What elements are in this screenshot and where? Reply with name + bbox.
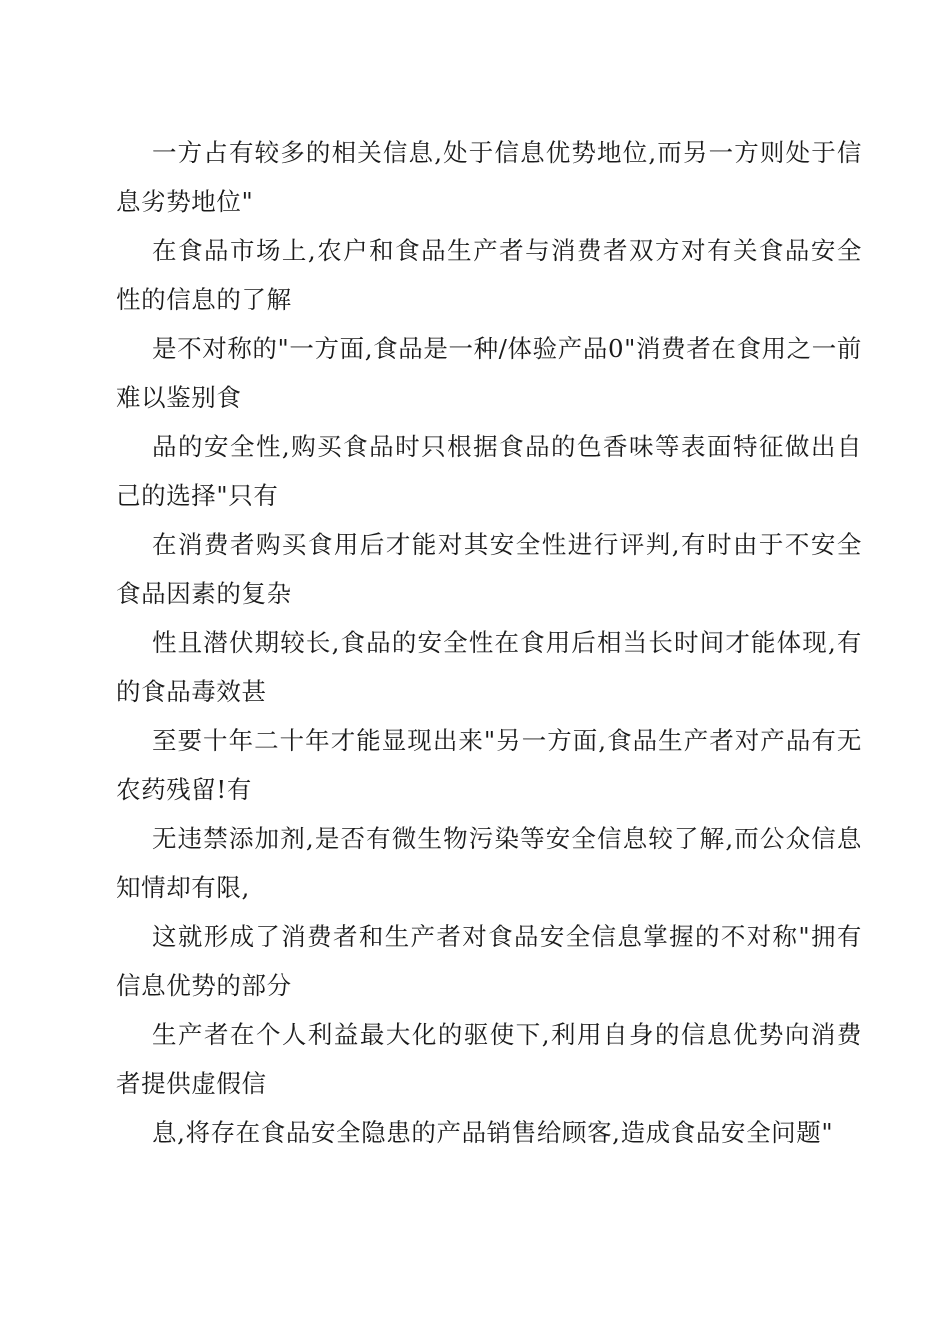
document-body bbox=[116, 128, 862, 1157]
paragraph: 品的安全性,购买食品时只根据食品的色香味等表面特征做出自己的选择"只有 bbox=[116, 432, 862, 510]
paragraph: 至要十年二十年才能显现出来"另一方面,食品生产者对产品有无农药残留!有 bbox=[116, 726, 862, 804]
paragraph: 息,将存在食品安全隐患的产品销售给顾客,造成食品安全问题" bbox=[152, 1118, 834, 1147]
paragraph: 无违禁添加剂,是否有微生物污染等安全信息较了解,而公众信息知情却有限, bbox=[116, 824, 862, 902]
paragraph: 这就形成了消费者和生产者对食品安全信息掌握的不对称"拥有信息优势的部分 bbox=[116, 922, 862, 1000]
paragraph: 生产者在个人利益最大化的驱使下,利用自身的信息优势向消费者提供虚假信 bbox=[116, 1020, 862, 1098]
paragraph: 性且潜伏期较长,食品的安全性在食用后相当长时间才能体现,有的食品毒效甚 bbox=[116, 628, 862, 706]
paragraph: 一方占有较多的相关信息,处于信息优势地位,而另一方则处于信息劣势地位" bbox=[116, 138, 862, 216]
paragraph: 在消费者购买食用后才能对其安全性进行评判,有时由于不安全食品因素的复杂 bbox=[116, 530, 862, 608]
paragraph: 是不对称的"一方面,食品是一种/体验产品0"消费者在食用之一前难以鉴别食 bbox=[116, 334, 862, 412]
paragraph: 在食品市场上,农户和食品生产者与消费者双方对有关食品安全性的信息的了解 bbox=[116, 236, 862, 314]
